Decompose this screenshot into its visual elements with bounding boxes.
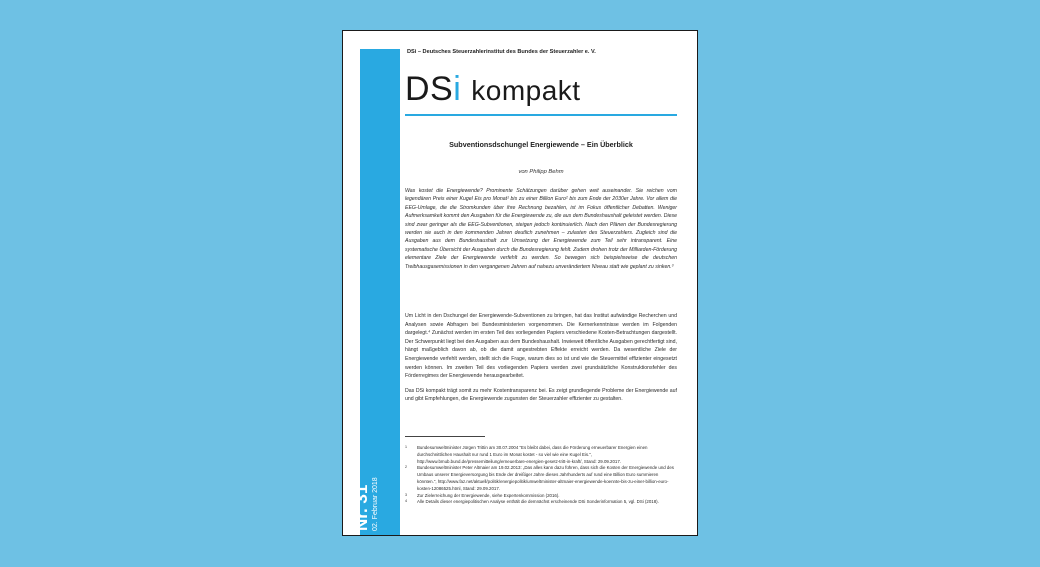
document-title: Subventionsdschungel Energiewende – Ein Überblick — [449, 140, 633, 149]
accent-sidebar — [352, 49, 400, 536]
footnote-2: 2 Bundesumweltminister Peter Altmaier am 19.02.2013: „Das alles kann dazu führen, dass sich die Kosten der Energiewende und des Umbaus unserer Energieversorgung bis Ende der dreißiger Jahre dieses Jahrhunderts auf rund eine Billion Euro summieren könnten.", http://www.faz.net/aktuell/politik/energiepolitik/umweltminister-altmaier-energiewende-koennte-bis-zu-einer-billion-euro-kosten-12086525.html, Stand: 29.09.2017. — [405, 465, 674, 491]
body-paragraph-1: Um Licht in den Dschungel der Energiewende-Subventionen zu bringen, hat das Institut aufwändige Recherchen und Analysen sowie Abfragen bei Bundesministerien vorgenommen. Die Kernerkenntnisse werden im Folgenden dargelegt.⁴ Zunächst werden im ersten Teil des vorliegenden Papiers verschiedene Kosten-Betrachtungen dargestellt. Der Schwerpunkt liegt bei den Ausgaben aus dem Bundeshaushalt. Inwieweit öffentliche Ausgaben gerechtfertigt sind, hängt maßgeblich davon ab, ob die damit angestrebten Effekte erreicht werden. Da wesentliche Ziele der Energiewende verfehlt werden, stellt sich die Frage, warum dies so ist und wie die Steuermittel effizienter eingesetzt werden können. Im zweiten Teil des vorliegenden Papiers werden zwei grundsätzliche Konstruktionsfehler des Förderregimes der Energiewende herausgearbeitet. — [405, 313, 677, 380]
issue-number: Nr. 31 — [352, 484, 371, 531]
document-page — [342, 30, 698, 536]
footnote-rule — [405, 436, 485, 437]
brand-kompakt: kompakt — [471, 75, 581, 106]
footnote-3: 3 Zur Zielerreichung der Energiewende, siehe Expertenkommission (2016). — [405, 492, 560, 498]
document-author: von Philipp Behm — [518, 169, 564, 175]
institute-name: DSi – Deutsches Steuerzahlerinstitut des Bundes der Steuerzahler e. V. — [407, 49, 596, 55]
footnote-1: 1 Bundesumweltminister Jürgen Trittin am 30.07.2004 "Es bleibt dabei, dass die Förderung erneuerbarer Energien einen durchschnittlichen Haushalt nur rund 1 Euro im Monat kostet - so viel wie eine Kugel Eis.", http://www.bmub.bund.de/pressemitteilung/erneuerbare-energien-gesetz-tritt-in-kraft/, Stand: 29.09.2017. — [405, 445, 648, 464]
body-paragraph-2: Das DSi kompakt trägt somit zu mehr Kostentransparenz bei. Es zeigt grundlegende Probleme der Energiewende auf und gibt Empfehlungen, die Energiewende zugunsten der Steuerzahler effizienter zu gestalten. — [405, 387, 677, 403]
footnote-4: 4 Alle Details dieser energiepolitischen Analyse enthält die demnächst erscheinende DSi Sonderinformation 5, vgl. DSi (2018). — [405, 499, 659, 505]
brand-ds: DS — [405, 70, 454, 108]
footnotes — [405, 445, 677, 506]
issue-label — [352, 437, 400, 536]
brand-i: i — [453, 70, 462, 108]
abstract: Was kostet die Energiewende? Prominente Schätzungen darüber gehen weit auseinander. Sie reichen vom legendären Preis einer Kugel Eis pro Monat¹ bis zu einer Billion Euro² bis zum Ende der 2030er Jahre. Vor allem die EEG-Umlage, die die Stromkunden über ihre Rechnung bezahlen, ist im Fokus öffentlicher Debatten. Weniger Aufmerksamkeit kommt den Ausgaben für die Energiewende zu, die aus dem Bundeshaushalt geleistet werden. Diese sind zwar geringer als die EEG-Subventionen, steigen jedoch kontinuierlich. Nach den Plänen der Bundesregierung werden sie auch in den kommenden Jahren deutlich zunehmen – zulasten des Steuerzahlers. Zugleich sind die Ausgaben aus dem Bundeshaushalt zur Umsetzung der Energiewende zum Teil sehr intransparent. Eine systematische Übersicht der Ausgaben durch die Bundesregierung fehlt. Zudem drohen trotz der Milliarden-Förderung elementare Ziele der Energiewende verfehlt zu werden. So bewegen sich beispielsweise die deutschen Treibhausgasemissionen in den vergangenen Jahren auf nahezu unverändertem Niveau statt wie geplant zu sinken.³ — [405, 188, 677, 270]
header-rule — [405, 114, 677, 116]
brand-logo — [405, 71, 581, 109]
issue-date: 02. Februar 2018 — [372, 477, 379, 531]
body-text — [405, 312, 677, 410]
